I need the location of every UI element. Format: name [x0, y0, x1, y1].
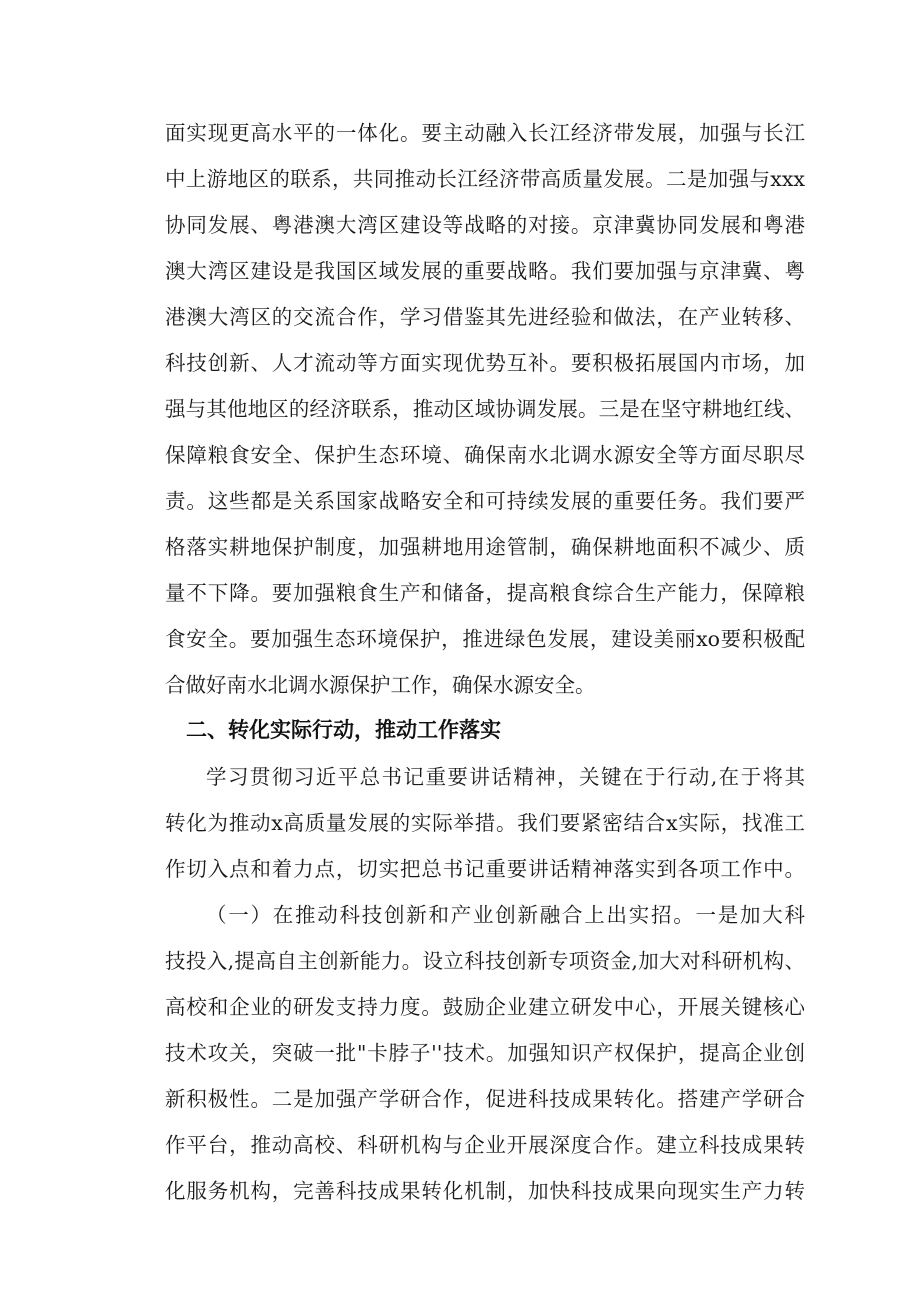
- paragraph-line: 合做好南水北调水源保护工作，确保水源安全。: [165, 673, 596, 697]
- paragraph-line: 港澳大湾区的交流合作，学习借鉴其先进经验和做法，在产业转移、: [165, 305, 805, 329]
- paragraph-line: 技术攻关，突破一批"卡脖子''技术。加强知识产权保护，提高企业创: [165, 1041, 805, 1065]
- paragraph-line: 澳大湾区建设是我国区域发展的重要战略。我们要加强与京津冀、粤: [165, 259, 805, 283]
- paragraph-line: 协同发展、粤港澳大湾区建设等战略的对接。京津冀协同发展和粤港: [165, 213, 805, 237]
- paragraph-line: （一）在推动科技创新和产业创新融合上出实招。一是加大科: [206, 903, 805, 927]
- paragraph-line: 中上游地区的联系，共同推动长江经济带高质量发展。二是加强与xxx: [165, 167, 805, 191]
- paragraph-line: 技投入,提高自主创新能力。设立科技创新专项资金,加大对科研机构、: [165, 949, 805, 973]
- paragraph-line: 学习贯彻习近平总书记重要讲话精神，关键在于行动,在于将其: [206, 765, 805, 789]
- paragraph-line: 食安全。要加强生态环境保护，推进绿色发展，建设美丽xo要积极配: [165, 627, 805, 651]
- paragraph-line: 作切入点和着力点，切实把总书记重要讲话精神落实到各项工作中。: [165, 857, 805, 881]
- paragraph-line: 保障粮食安全、保护生态环境、确保南水北调水源安全等方面尽职尽: [165, 443, 805, 467]
- paragraph-line: 化服务机构，完善科技成果转化机制，加快科技成果向现实生产力转: [165, 1179, 805, 1203]
- section-heading: 二、转化实际行动，推动工作落实: [186, 718, 501, 742]
- paragraph-line: 责。这些都是关系国家战略安全和可持续发展的重要任务。我们要严: [165, 489, 805, 513]
- paragraph-line: 强与其他地区的经济联系，推动区域协调发展。三是在坚守耕地红线、: [165, 397, 805, 421]
- paragraph-line: 格落实耕地保护制度，加强耕地用途管制，确保耕地面积不减少、质: [165, 535, 805, 559]
- paragraph-line: 科技创新、人才流动等方面实现优势互补。要积极拓展国内市场，加: [165, 351, 805, 375]
- paragraph-line: 高校和企业的研发支持力度。鼓励企业建立研发中心，开展关键核心: [165, 995, 805, 1019]
- paragraph-line: 转化为推动x高质量发展的实际举措。我们要紧密结合x实际，找准工: [165, 811, 805, 835]
- paragraph-line: 量不下降。要加强粮食生产和储备，提高粮食综合生产能力，保障粮: [165, 581, 805, 605]
- paragraph-line: 面实现更高水平的一体化。要主动融入长江经济带发展，加强与长江: [165, 121, 805, 145]
- paragraph-line: 新积极性。二是加强产学研合作，促进科技成果转化。搭建产学研合: [165, 1087, 805, 1111]
- paragraph-line: 作平台，推动高校、科研机构与企业开展深度合作。建立科技成果转: [165, 1133, 805, 1157]
